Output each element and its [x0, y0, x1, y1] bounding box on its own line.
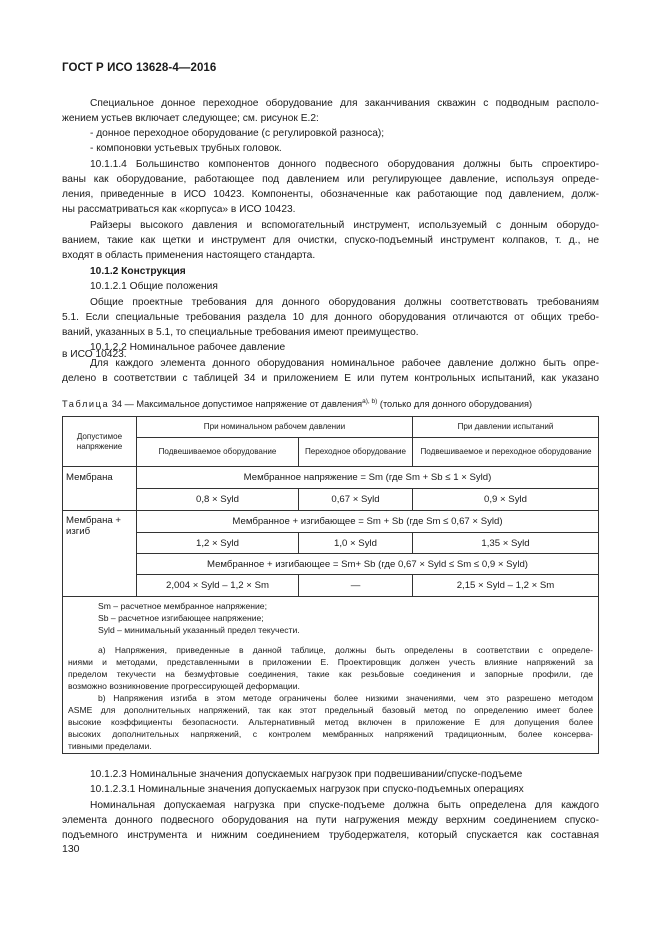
group-header-test: При давлении испытаний — [457, 422, 554, 431]
value-cell: 0,67 × Syld — [331, 494, 380, 505]
document-header: ГОСТ Р ИСО 13628-4—2016 — [62, 62, 217, 74]
footnote-b: ASME для дополнительных напряжений, так как этот предельный базовый метод по определению имеет более — [68, 705, 593, 715]
formula-cell: Мембранное напряжение = Sm (где Sm + Sb ≤ 1 × Syld) — [243, 472, 492, 483]
section-heading: 10.1.2 Конструкция — [90, 266, 186, 277]
legend-line: Syld – минимальный указанный предел текучести. — [98, 625, 300, 635]
paragraph-line: ваний, указанных в 5.1, то специальные требования имеют преимущество. — [62, 327, 419, 338]
column-header-suspended: Подвешиваемое оборудование — [158, 447, 277, 456]
paragraph-line: 10.1.1.4 Большинство компонентов донного подвесного оборудования должны быть спроектиро- — [90, 159, 599, 170]
subsection-heading: 10.1.2.2 Номинальное рабочее давление — [90, 342, 286, 353]
value-cell: 2,15 × Syld – 1,2 × Sm — [456, 580, 555, 591]
row-label-membrane: Мембрана — [66, 471, 113, 483]
formula-cell: Мембранное + изгибающее = Sm + Sb (где Sm ≤ 0,67 × Syld) — [232, 516, 503, 527]
value-cell: — — [350, 580, 361, 591]
subsection-heading: 10.1.2.3.1 Номинальные значения допускаемых нагрузок при спуско-подъемных операциях — [90, 784, 524, 795]
paragraph-line: в ИСО 10423. — [62, 349, 127, 360]
value-cell: 1,2 × Syld — [196, 537, 239, 549]
footnote-a: a) Напряжения, приведенные в данной таблице, должны быть определены в соответствии с определе- — [98, 645, 593, 655]
subsection-heading: 10.1.2.3 Номинальные значения допускаемых нагрузок при подвешивании/спуске-подъеме — [90, 769, 523, 780]
column-header-stress: Допустимое напряжение — [76, 431, 123, 451]
paragraph-line: подъемного инструмента и нижним соединением трубодержателя, который спускается как составная — [62, 830, 599, 841]
page-number: 130 — [62, 843, 80, 855]
paragraph-line: Райзеры высокого давления и вспомогательный инструмент, используемый с донным оборудо- — [90, 220, 599, 231]
column-header-transition: Переходное оборудование — [304, 447, 407, 456]
row-label-membrane-bending: Мембрана + изгиб — [66, 515, 121, 537]
subsection-heading: 10.1.2.1 Общие положения — [90, 281, 218, 292]
paragraph-line: элемента донного подвесного оборудования на пути нагружения между верхним соединением спуско- — [62, 815, 599, 826]
paragraph-line: ны рассматриваться как «корпуса» в ИСО 10423. — [62, 204, 296, 215]
legend-line: Sm – расчетное мембранное напряжение; — [98, 601, 267, 611]
group-header-rated: При номинальном рабочем давлении — [203, 422, 346, 431]
paragraph-line: делено в соответствии с таблицей 34 и приложением Е или путем контрольных испытаний, как указано — [62, 373, 599, 384]
value-cell: 0,9 × Syld — [484, 494, 527, 505]
paragraph-line: Общие проектные требования для донного оборудования должны соответствовать требованиям — [90, 297, 599, 308]
value-cell: 1,35 × Syld — [481, 537, 530, 549]
paragraph-line: входят в область применения настоящего стандарта. — [62, 250, 316, 261]
column-header-both: Подвешиваемое и переходное оборудование — [420, 447, 592, 456]
footnote-a: возможно возникновение прогрессирующей деформации. — [68, 681, 300, 691]
paragraph-line: ванием, такие как щетки и инструмент для очистки, спуско-подъемный инструмент колпаков, т. д., не — [62, 235, 599, 246]
value-cell: 1,0 × Syld — [334, 537, 377, 549]
value-cell: 2,004 × Syld – 1,2 × Sm — [166, 580, 269, 591]
formula-cell: Мембранное + изгибающее = Sm+ Sb (где 0,67 × Syld ≤ Sm ≤ 0,9 × Syld) — [206, 558, 528, 570]
footnote-b: тивными пределами. — [68, 741, 152, 751]
list-item: - донное переходное оборудование (с регулировкой разноса); — [90, 128, 385, 139]
paragraph-line: жением устьев включает следующее; см. рисунок Е.2: — [62, 113, 319, 124]
paragraph-line: Для каждого элемента донного оборудования номинальное рабочее давление должно быть опре- — [90, 358, 599, 369]
table-caption: Таблица 34 — Максимальное допустимое напряжение от давления$^{a), b)}$ (только для донного оборудования) — [62, 398, 533, 410]
footnote-b: b) Напряжения изгиба в этом методе ограничены более низкими значениями, чем это разрешено методом — [98, 693, 593, 703]
value-cell: 0,8 × Syld — [196, 494, 239, 505]
paragraph-line: ваны как оборудование, работающее под давлением или регулирующее давление, используя опреде- — [62, 174, 599, 185]
footnote-b: высокие коэффициенты безопасности. Альтернативный метод включен в приложение Е для допущения более — [68, 717, 593, 727]
footnote-a: пределом текучести на безмуфтовые соединения, такие как резьбовые соединения и запорные профили, где — [68, 669, 593, 679]
paragraph-line: 5.1. Если специальные требования раздела 10 для донного оборудования отличаются от общих требо- — [62, 312, 599, 323]
footnote-b: высоких дополнительных напряжений, с контролем мембранных напряжений традиционным, более консерва- — [68, 729, 593, 739]
paragraph-line: Специальное донное переходное оборудование для заканчивания скважин с подводным располо- — [90, 98, 599, 109]
footnote-a: ниями и методами, представленными в приложении Е. Проектировщик должен учесть влияние напряжений за — [68, 657, 593, 667]
paragraph-line: Номинальная допускаемая нагрузка при спуске-подъеме должна быть определена для каждого — [90, 800, 599, 811]
list-item: - компоновки устьевых трубных головок. — [90, 143, 282, 154]
legend-line: Sb – расчетное изгибающее напряжение; — [98, 613, 264, 623]
paragraph-line: ления, приведенные в ИСО 10423. Компоненты, обозначенные как работающие под давлением, долж- — [62, 189, 599, 200]
